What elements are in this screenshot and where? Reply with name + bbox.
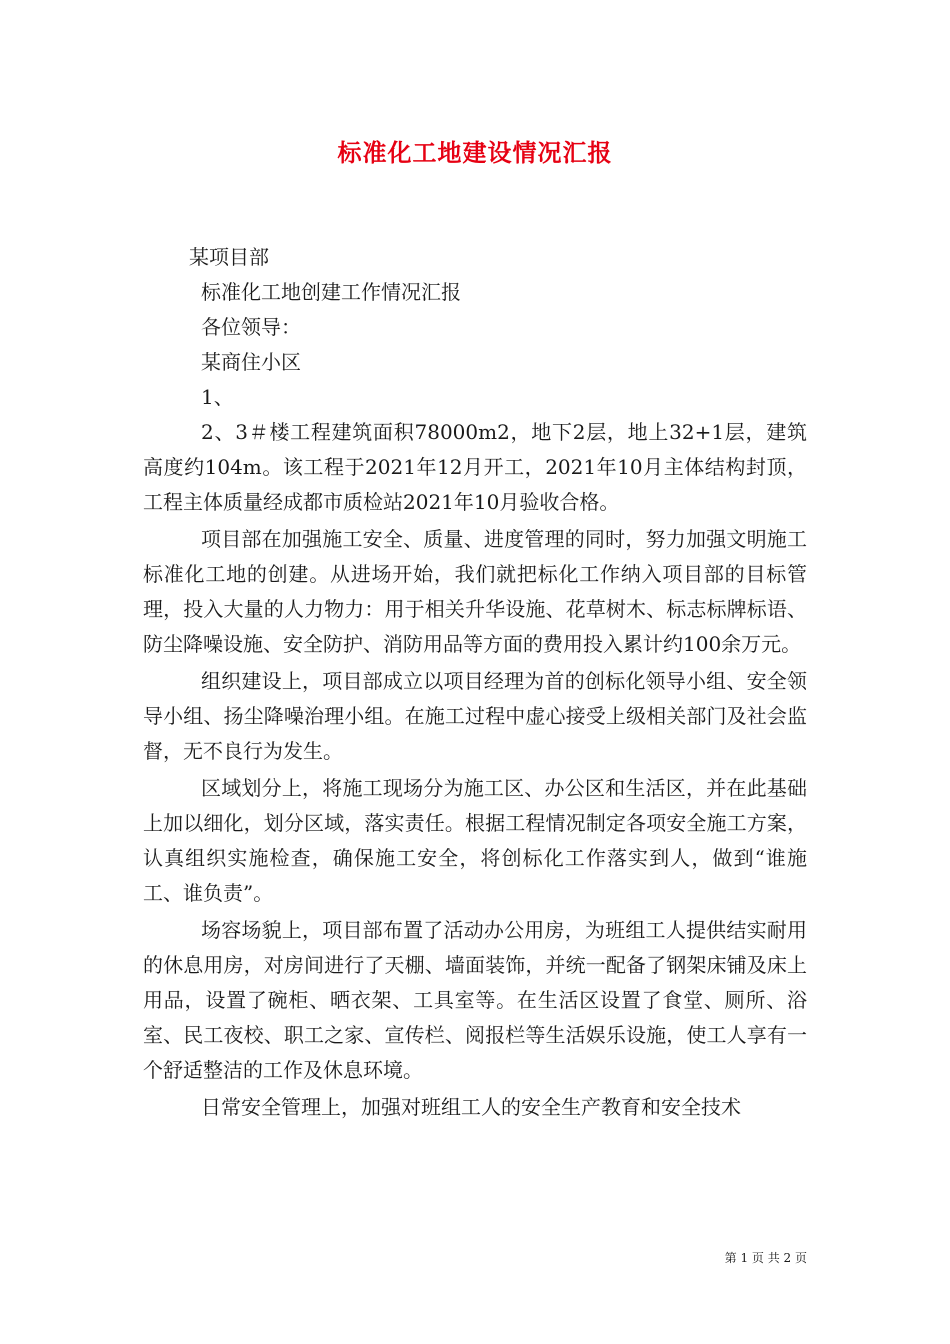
document-body: [143, 240, 807, 1127]
paragraph-project-overview: 2、3＃楼工程建筑面积78000m2，地下2层，地上32+1层，建筑高度约104m。该工程于2021年12月开工，2021年10月主体结构封顶，工程主体质量经成都市质检站2021年10月验收合格。: [143, 420, 807, 514]
paragraph-site-appearance: 场容场貌上，项目部布置了活动办公用房，为班组工人提供结实耐用的休息用房，对房间进行了天棚、墙面装饰，并统一配备了钢架床铺及床上用品，设置了碗柜、晒衣架、工具室等。在生活区设置了食堂、厕所、浴室、民工夜校、职工之家、宣传栏、阅报栏等生活娱乐设施，使工人享有一个舒适整洁的工作及休息环境。: [143, 918, 807, 1082]
header-line-item-1: 1、: [201, 385, 234, 409]
paragraph-organization: 组织建设上，项目部成立以项目经理为首的创标化领导小组、安全领导小组、扬尘降噪治理小组。在施工过程中虚心接受上级相关部门及社会监督，无不良行为发生。: [143, 669, 807, 763]
header-line-project: 某商住小区: [201, 350, 301, 374]
paragraph-zoning: 区域划分上，将施工现场分为施工区、办公区和生活区，并在此基础上加以细化，划分区域，落实责任。根据工程情况制定各项安全施工方案，认真组织实施检查，确保施工安全，将创标化工作落实到人，做到“谁施工、谁负责”。: [143, 776, 807, 905]
paragraph-safety-management: 日常安全管理上，加强对班组工人的安全生产教育和安全技术: [201, 1095, 741, 1119]
header-line-org: 某项目部: [189, 245, 269, 269]
document-title: 标准化工地建设情况汇报: [337, 138, 613, 167]
page-number: 第 1 页 共 2 页: [724, 1251, 807, 1265]
header-line-salutation: 各位领导：: [201, 315, 301, 339]
paragraph-investment: 项目部在加强施工安全、质量、进度管理的同时，努力加强文明施工标准化工地的创建。从进场开始，我们就把标化工作纳入项目部的目标管理，投入大量的人力物力：用于相关升华设施、花草树木、标志标牌标语、防尘降噪设施、安全防护、消防用品等方面的费用投入累计约100余万元。: [143, 527, 807, 656]
header-line-subtitle: 标准化工地创建工作情况汇报: [201, 280, 461, 304]
